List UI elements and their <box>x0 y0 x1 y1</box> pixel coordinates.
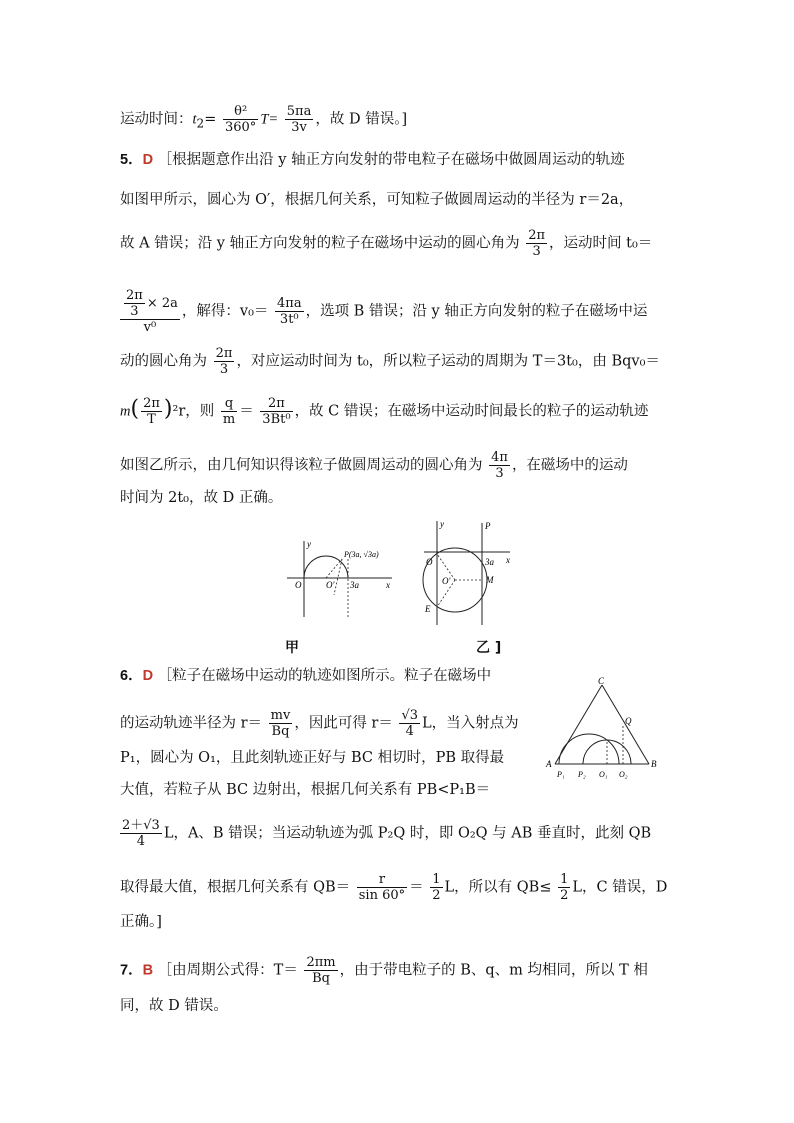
text: ，故 C 错误；在磁场中运动时间最长的粒子的运动轨迹 <box>294 403 649 420</box>
q6-line-2 <box>120 708 519 739</box>
label-point-p: P(3a, √3a) <box>344 550 379 559</box>
text: P₁，圆心为 O₁，且此刻轨迹正好与 BC 相切时，PB 取得最 <box>120 750 505 766</box>
label-origin: O <box>295 580 302 590</box>
den: 3 <box>214 361 235 377</box>
num: 2π <box>143 396 160 411</box>
line-time-t2 <box>120 104 407 135</box>
den: 3 <box>124 303 145 319</box>
text: ，运动时间 t₀＝ <box>549 235 653 252</box>
label-p2: P₂ <box>578 770 586 779</box>
den: 3t⁰ <box>275 311 304 327</box>
var: t <box>192 111 197 128</box>
text: 正确。] <box>120 914 162 930</box>
num: 1 <box>560 872 569 887</box>
side-ac <box>555 685 602 764</box>
text: 如图甲所示，圆心为 O′，根据几何关系，可知粒子做圆周运动的半径为 r＝2a， <box>120 192 634 208</box>
q6-line-3 <box>120 748 504 768</box>
text: 如图乙所示，由几何知识得该粒子做圆周运动的圆心角为 <box>120 457 483 474</box>
q6-line-4 <box>120 780 490 800</box>
text: ，选项 B 错误；沿 y 轴正方向发射的粒子在磁场中运 <box>305 303 648 320</box>
label-c: C <box>598 676 605 686</box>
num <box>120 288 180 319</box>
text: L，A、B 错误；当运动轨迹为弧 P₂Q 时，即 O₂Q 与 AB 垂直时，此刻 QB <box>163 825 652 842</box>
text: 取得最大值，根据几何关系有 QB＝ <box>120 879 351 896</box>
den: 4 <box>399 723 420 739</box>
text: 运动时间： <box>120 111 193 128</box>
text: 大值，若粒子从 BC 边射出，根据几何关系有 PB<P₁B＝ <box>120 782 491 798</box>
num: θ² <box>234 104 248 119</box>
text: × 2a <box>146 296 178 311</box>
text: 动的圆心角为 <box>120 353 207 370</box>
label-3a: 3a <box>485 557 494 567</box>
answer-letter: D <box>142 668 154 684</box>
q5-line-2 <box>120 190 633 210</box>
den: 2 <box>432 888 441 903</box>
num: 2π <box>528 228 546 243</box>
fraction <box>260 396 292 427</box>
label-x: x <box>506 555 510 565</box>
den: 2 <box>560 888 569 903</box>
fraction <box>304 955 337 986</box>
num: r <box>378 872 386 887</box>
label-y: y <box>440 519 444 529</box>
den: T <box>141 411 162 427</box>
label-3a: 3a <box>350 580 359 590</box>
fraction <box>141 396 162 427</box>
text: ［根据题意作出沿 y 轴正方向发射的带电粒子在磁场中做圆周运动的轨迹 <box>157 152 625 168</box>
label-b: B <box>651 759 657 769</box>
den: 3 <box>489 465 510 481</box>
num: q <box>224 396 234 411</box>
q5-line-1 <box>120 150 625 170</box>
compound-fraction <box>120 288 180 335</box>
fraction <box>558 872 570 903</box>
den: m <box>222 412 236 427</box>
den: 4 <box>120 833 162 849</box>
num: mv <box>270 708 291 723</box>
label-o1: O₁ <box>599 770 608 779</box>
label-q: Q <box>625 716 632 726</box>
label-center: O′ <box>326 580 335 590</box>
text: L，C 错误，D <box>572 879 668 896</box>
text: ［由周期公式得：T＝ <box>157 962 298 979</box>
label-p1: P₁ <box>557 770 565 779</box>
den: 3v <box>285 119 314 135</box>
text: ，解得：v₀＝ <box>181 303 269 320</box>
den: 3Bt⁰ <box>262 412 291 427</box>
fraction <box>489 450 510 481</box>
fraction <box>221 396 237 427</box>
num: 2＋√3 <box>122 818 160 833</box>
var: T= <box>260 111 279 128</box>
fraction <box>275 296 304 327</box>
question-number: 6． <box>120 668 143 684</box>
label-center: O′ <box>442 576 451 586</box>
text: ，因此可得 r＝ <box>294 715 393 732</box>
text: ，在磁场中的运动 <box>511 457 628 474</box>
label-o2: O₂ <box>619 770 628 779</box>
label-y: y <box>307 539 311 549</box>
text: ²r，则 <box>172 403 215 420</box>
label-e: E <box>425 604 431 614</box>
text: ，由于带电粒子的 B、q、m 均相同，所以 T 相 <box>339 962 648 979</box>
q5-line-7 <box>120 450 628 481</box>
label-m: M <box>486 575 494 585</box>
question-number: 7． <box>120 962 143 979</box>
q7-line-2 <box>120 996 228 1016</box>
num: 5πa <box>286 104 312 119</box>
text: ＝ <box>409 879 424 896</box>
num: 2π <box>268 396 285 411</box>
fraction <box>124 288 145 319</box>
figure-label-yi: 乙 ] <box>476 640 502 656</box>
label-a: A <box>546 759 552 769</box>
fraction <box>269 708 293 739</box>
label-origin: O <box>426 557 433 567</box>
den: sin 60° <box>358 888 406 903</box>
q6-line-5 <box>120 818 651 849</box>
dashed-diagonal <box>334 559 342 595</box>
sub: 2 <box>196 116 205 131</box>
q5-line-6: m( $\frac{2\pi}{T}$ )²r，则 $\frac{q}{m}$ ＝ $\frac{2\pi}{\text{3Bt⁰}}$ ，故 C 错误；在磁场中运动时间最长的粒子的运动轨迹 <box>120 396 649 427</box>
fraction <box>399 708 420 739</box>
den: Bq <box>269 723 293 739</box>
q6-line-1 <box>120 666 491 686</box>
num: 4π <box>491 450 508 465</box>
fraction <box>430 872 442 903</box>
fraction <box>223 104 258 135</box>
fraction <box>120 818 162 849</box>
den: 360° <box>224 120 257 135</box>
num: 4πa <box>277 296 302 311</box>
arc-1 <box>559 734 619 764</box>
fraction <box>285 104 314 135</box>
text: 时间为 2t₀，故 D 正确。 <box>120 490 283 506</box>
den: 3 <box>526 243 547 259</box>
text: 同，故 D 错误。 <box>120 998 228 1014</box>
label-x: x <box>386 580 390 590</box>
num: 2πm <box>306 955 336 970</box>
answer-letter: B <box>142 962 154 979</box>
q5-line-3 <box>120 228 652 259</box>
q6-line-7 <box>120 912 162 932</box>
den: Bq <box>304 970 337 986</box>
num: 2π <box>215 346 233 361</box>
num: 2π <box>126 288 143 303</box>
text: ，对应运动时间为 t₀，所以粒子运动的周期为 T＝3t₀，由 Bqv₀＝ <box>236 353 660 370</box>
num: √3 <box>401 708 419 723</box>
q5-line-8 <box>120 488 282 508</box>
figure-label-jia: 甲 <box>285 640 299 656</box>
figure-jia <box>282 535 402 620</box>
figure-yi <box>420 517 520 629</box>
text: ，故 D 错误。] <box>315 111 408 128</box>
text: 故 A 错误；沿 y 轴正方向发射的粒子在磁场中运动的圆心角为 <box>120 235 520 252</box>
fraction <box>526 228 547 259</box>
figure-triangle <box>545 676 665 781</box>
fraction <box>214 346 235 377</box>
text: L，所以有 QB≤ <box>444 879 552 896</box>
den: v⁰ <box>120 319 180 335</box>
text: ＝ <box>239 403 254 420</box>
label-p: P <box>485 521 491 531</box>
text: = <box>204 111 217 128</box>
text: L，当入射点为 <box>422 715 519 732</box>
q6-line-6 <box>120 872 667 903</box>
num: 1 <box>432 872 441 887</box>
fraction <box>357 872 407 903</box>
text: 的运动轨迹半径为 r＝ <box>120 715 263 732</box>
question-number: 5． <box>120 152 143 168</box>
answer-letter: D <box>142 152 154 168</box>
q5-line-4 <box>120 288 647 335</box>
var: m <box>120 403 131 420</box>
q5-line-5 <box>120 346 660 377</box>
text: ［粒子在磁场中运动的轨迹如图所示。粒子在磁场中 <box>157 668 492 684</box>
q7-line-1 <box>120 955 648 986</box>
